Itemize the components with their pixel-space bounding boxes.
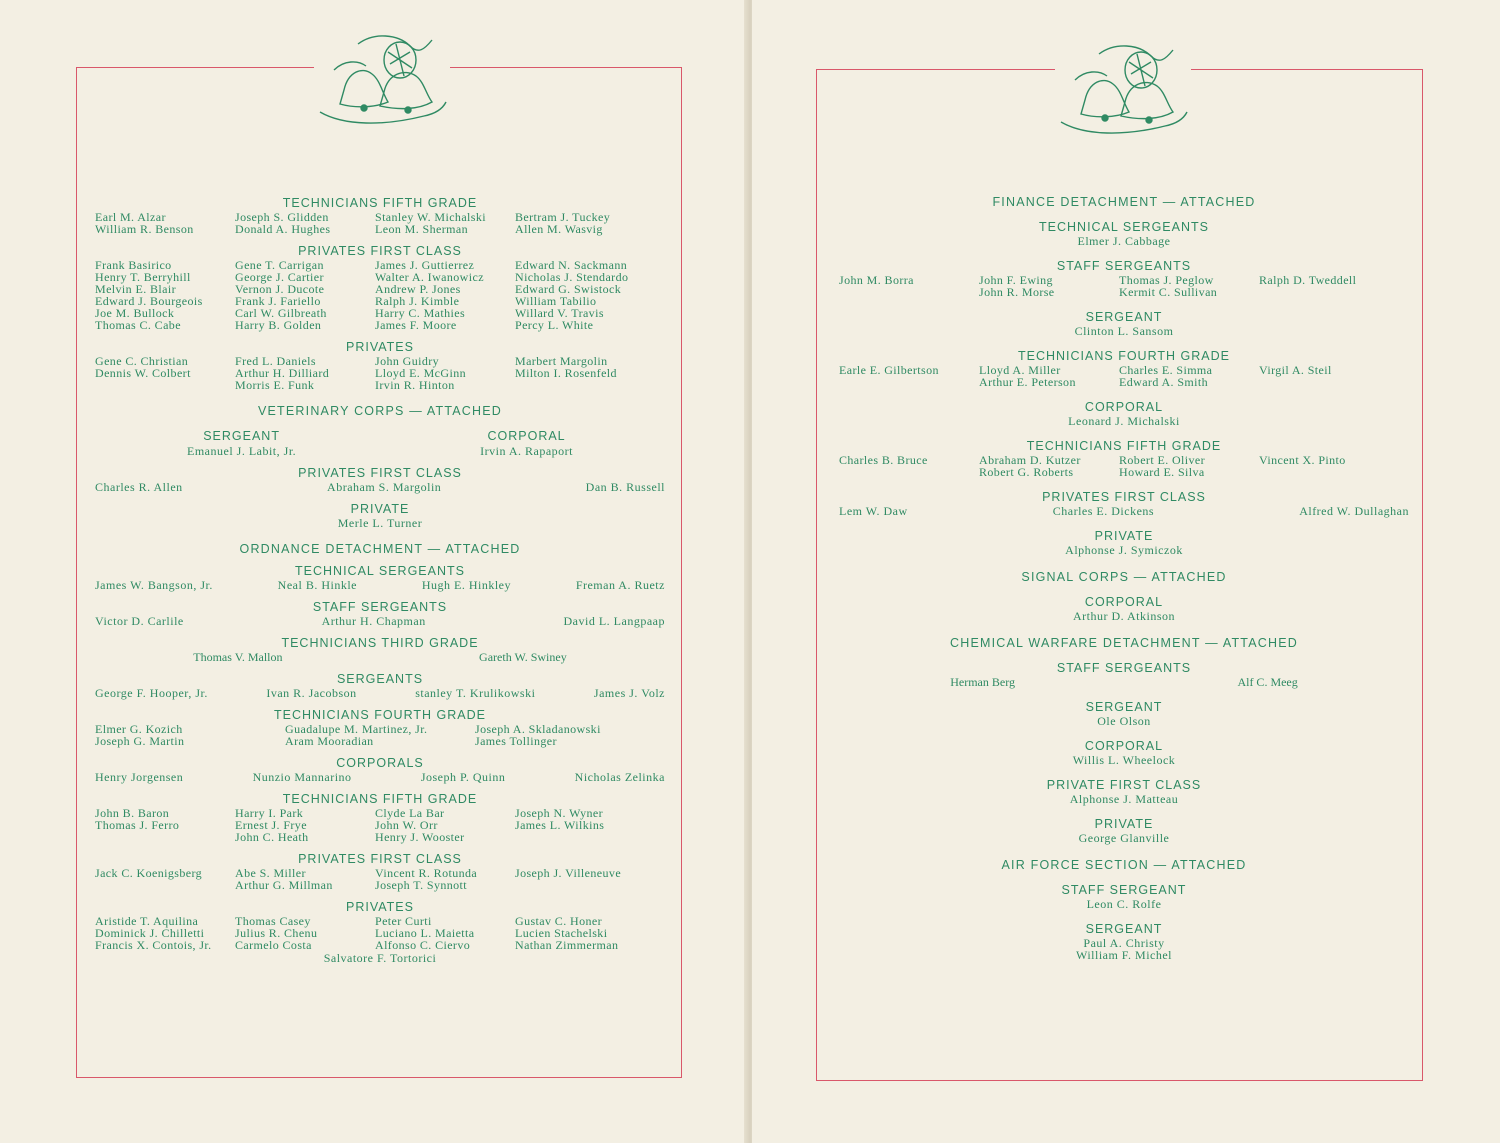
person-name: Nunzio Mannarino: [252, 770, 352, 784]
name-columns: [95, 915, 665, 951]
person-name: Robert G. Roberts: [979, 465, 1074, 479]
name-column: [1259, 454, 1399, 478]
person-name: Gareth W. Swiney: [479, 650, 567, 664]
person-name: Marbert Margolin: [515, 354, 608, 368]
person-name: James L. Wilkins: [515, 818, 605, 832]
rank-heading: TECHNICIANS FOURTH GRADE: [1018, 349, 1230, 363]
person-name: Vincent R. Rotunda: [375, 866, 478, 880]
person-name: Edward N. Sackmann: [515, 258, 628, 272]
person-name: Nicholas J. Stendardo: [515, 270, 629, 284]
person-name: Elmer J. Cabbage: [1077, 234, 1171, 248]
person-name: Aristide T. Aquilina: [95, 914, 199, 928]
detachment-title: SIGNAL CORPS — ATTACHED: [1021, 570, 1227, 584]
rank-heading: CORPORAL: [1084, 739, 1164, 753]
person-name: Thomas J. Peglow: [1119, 273, 1214, 287]
person-name: Joseph G. Martin: [95, 734, 185, 748]
person-name: Peter Curti: [375, 914, 432, 928]
rank-heading: STAFF SERGEANTS: [1056, 661, 1192, 675]
person-name: Joseph S. Glidden: [235, 210, 329, 224]
person-name: Stanley W. Michalski: [375, 210, 486, 224]
person-name: John C. Heath: [235, 830, 309, 844]
person-name: Kermit C. Sullivan: [1119, 285, 1218, 299]
person-name: Merle L. Turner: [337, 516, 423, 530]
person-name: John Guidry: [375, 354, 440, 368]
person-name: Ernest J. Frye: [235, 818, 307, 832]
person-name: Elmer G. Kozich: [95, 722, 183, 736]
person-name: Vincent X. Pinto: [1259, 453, 1346, 467]
name-block: [95, 952, 665, 964]
name-columns: [95, 807, 665, 843]
person-name: stanley T. Krulikowski: [415, 686, 536, 700]
name-row: [95, 579, 665, 591]
person-name: Gustav C. Honer: [515, 914, 602, 928]
person-name: Charles B. Bruce: [839, 453, 928, 467]
rank-heading: TECHNICIANS FIFTH GRADE: [1026, 439, 1222, 453]
person-name: John M. Borra: [839, 273, 914, 287]
person-name: Aram Mooradian: [285, 734, 374, 748]
person-name: James J. Guttierrez: [375, 258, 475, 272]
rank-heading: PRIVATES FIRST CLASS: [298, 852, 462, 866]
person-name: Alfred W. Dullaghan: [1299, 504, 1409, 518]
person-name: Abraham S. Margolin: [327, 480, 442, 494]
rank-heading: SERGEANT: [1085, 922, 1163, 936]
name-column: [839, 454, 979, 478]
detachment-title: AIR FORCE SECTION — ATTACHED: [1001, 858, 1247, 872]
person-name: Allen M. Wasvig: [515, 222, 603, 236]
rank-heading: STAFF SERGEANTS: [1056, 259, 1192, 273]
name-column: [235, 807, 375, 843]
person-name: Dominick J. Chilletti: [95, 926, 205, 940]
rank-heading: PRIVATES FIRST CLASS: [1042, 490, 1206, 504]
detachment-title: FINANCE DETACHMENT — ATTACHED: [992, 195, 1256, 209]
name-column: [979, 454, 1119, 478]
name-column: [95, 211, 235, 235]
name-columns: [839, 274, 1409, 298]
person-name: Alf C. Meeg: [1237, 675, 1298, 689]
person-name: David L. Langpaap: [563, 614, 665, 628]
person-name: Joe M. Bullock: [95, 306, 175, 320]
name-block: [839, 715, 1409, 727]
name-columns: [95, 867, 665, 891]
person-name: Henry Jorgensen: [95, 770, 184, 784]
name-column: [475, 723, 675, 747]
person-name: Dan B. Russell: [585, 480, 665, 494]
name-columns: [95, 723, 665, 747]
person-name: James Tollinger: [475, 734, 557, 748]
name-column: [235, 211, 375, 235]
person-name: Lem W. Daw: [839, 504, 908, 518]
name-column: [1119, 364, 1259, 388]
name-block: [95, 517, 665, 529]
person-name: Andrew P. Jones: [375, 282, 461, 296]
rank-heading: CORPORAL: [1084, 400, 1164, 414]
person-name: James F. Moore: [375, 318, 457, 332]
person-name: Alphonse J. Symiczok: [1065, 543, 1183, 557]
person-name: Ivan R. Jacobson: [266, 686, 357, 700]
name-column: [375, 867, 515, 891]
person-name: Arthur H. Dilliard: [235, 366, 330, 380]
person-name: Abe S. Miller: [235, 866, 306, 880]
person-name: Henry T. Berryhill: [95, 270, 191, 284]
person-name: Luciano L. Maietta: [375, 926, 475, 940]
person-name: Nathan Zimmerman: [515, 938, 619, 952]
name-row: [95, 615, 665, 627]
person-name: Gene T. Carrigan: [235, 258, 324, 272]
name-row: [95, 651, 665, 663]
person-name: William F. Michel: [1075, 948, 1173, 962]
name-column: [515, 211, 655, 235]
person-name: Lloyd A. Miller: [979, 363, 1061, 377]
name-columns: [95, 259, 665, 331]
person-name: Percy L. White: [515, 318, 594, 332]
rank-heading: STAFF SERGEANT: [1061, 883, 1187, 897]
person-name: Edward G. Swistock: [515, 282, 622, 296]
person-name: Thomas J. Ferro: [95, 818, 180, 832]
person-name: Ralph J. Kimble: [375, 294, 460, 308]
person-name: Arthur G. Millman: [235, 878, 333, 892]
rank-heading: PRIVATE FIRST CLASS: [1046, 778, 1202, 792]
person-name: Walter A. Iwanowicz: [375, 270, 484, 284]
person-name: Frank Basirico: [95, 258, 172, 272]
person-name: Howard E. Silva: [1119, 465, 1205, 479]
person-name: Victor D. Carlile: [95, 614, 184, 628]
person-name: Harry C. Mathies: [375, 306, 466, 320]
rank-heading: TECHNICIANS FIFTH GRADE: [282, 792, 478, 806]
person-name: Thomas V. Mallon: [193, 650, 283, 664]
person-name: William Tabilio: [515, 294, 597, 308]
detachment-title: ORDNANCE DETACHMENT — ATTACHED: [239, 542, 521, 556]
name-block: [839, 544, 1409, 556]
rank-heading: CORPORALS: [336, 756, 424, 770]
rank-group: [480, 429, 573, 457]
rank-heading: TECHNICAL SERGEANTS: [295, 564, 465, 578]
name-column: [375, 259, 515, 331]
person-name: Arthur H. Chapman: [321, 614, 426, 628]
person-name: John W. Orr: [375, 818, 438, 832]
name-column: [515, 867, 655, 891]
person-name: Guadalupe M. Martinez, Jr.: [285, 722, 428, 736]
name-column: [375, 355, 515, 391]
name-column: [515, 915, 655, 951]
name-block: [839, 937, 1409, 961]
name-block: [839, 610, 1409, 622]
name-column: [515, 355, 655, 391]
name-column: [235, 915, 375, 951]
rank-heading: CORPORAL: [487, 429, 566, 443]
rank-heading: PRIVATE: [1094, 529, 1154, 543]
person-name: Virgil A. Steil: [1259, 363, 1332, 377]
name-column: [375, 915, 515, 951]
rank-heading: SERGEANT: [203, 429, 280, 443]
person-name: Donald A. Hughes: [235, 222, 331, 236]
bells-and-pinecone-icon: [314, 30, 450, 126]
rank-heading: PRIVATES: [346, 340, 414, 354]
name-column: [95, 915, 235, 951]
name-columns: [839, 454, 1409, 478]
person-name: Henry J. Wooster: [375, 830, 465, 844]
rank-heading: PRIVATES FIRST CLASS: [298, 466, 462, 480]
person-name: James J. Volz: [593, 686, 665, 700]
person-name: Irvin A. Rapaport: [480, 444, 573, 458]
person-name: Leonard J. Michalski: [1068, 414, 1180, 428]
name-block: [839, 898, 1409, 910]
person-name: Thomas C. Cabe: [95, 318, 181, 332]
person-name: Charles R. Allen: [95, 480, 183, 494]
person-name: Bertram J. Tuckey: [515, 210, 611, 224]
name-column: [1119, 274, 1259, 298]
person-name: Joseph P. Quinn: [420, 770, 506, 784]
left-page: [0, 0, 748, 1143]
rank-heading: SERGEANT: [1085, 310, 1163, 324]
person-name: Neal B. Hinkle: [277, 578, 357, 592]
rank-heading: PRIVATE: [350, 502, 410, 516]
person-name: Leon M. Sherman: [375, 222, 468, 236]
name-block: [839, 832, 1409, 844]
name-column: [95, 723, 285, 747]
person-name: Earl M. Alzar: [95, 210, 166, 224]
right-page: [752, 0, 1500, 1143]
person-name: Earle E. Gilbertson: [839, 363, 939, 377]
rank-pair: [95, 429, 665, 457]
person-name: Irvin R. Hinton: [375, 378, 455, 392]
person-name: Herman Berg: [950, 675, 1015, 689]
name-column: [95, 259, 235, 331]
person-name: Ole Olson: [1097, 714, 1151, 728]
rank-heading: SERGEANT: [1085, 700, 1163, 714]
name-block: [839, 793, 1409, 805]
person-name: George J. Cartier: [235, 270, 324, 284]
person-name: Willard V. Travis: [515, 306, 604, 320]
person-name: Joseph A. Skladanowski: [475, 722, 601, 736]
person-name: John B. Baron: [95, 806, 170, 820]
person-name: Clyde La Bar: [375, 806, 445, 820]
rank-heading: TECHNICIANS FIFTH GRADE: [282, 196, 478, 210]
person-name: Lucien Stachelski: [515, 926, 608, 940]
person-name: Vernon J. Ducote: [235, 282, 325, 296]
person-name: Harry I. Park: [235, 806, 304, 820]
name-column: [979, 364, 1119, 388]
person-name: Carl W. Gilbreath: [235, 306, 327, 320]
person-name: Frank J. Fariello: [235, 294, 321, 308]
name-column: [979, 274, 1119, 298]
person-name: Paul A. Christy: [1083, 936, 1165, 950]
person-name: William R. Benson: [95, 222, 194, 236]
name-row: [95, 687, 665, 699]
person-name: Arthur E. Peterson: [979, 375, 1076, 389]
rank-heading: PRIVATES: [346, 900, 414, 914]
person-name: Freman A. Ruetz: [575, 578, 665, 592]
right-roster: [839, 196, 1409, 961]
name-block: [839, 754, 1409, 766]
name-column: [95, 807, 235, 843]
person-name: Alfonso C. Ciervo: [375, 938, 471, 952]
person-name: Emanuel J. Labit, Jr.: [187, 444, 297, 458]
rank-group: [187, 429, 296, 457]
name-block: [839, 325, 1409, 337]
rank-heading: CORPORAL: [1084, 595, 1164, 609]
name-row: [95, 481, 665, 493]
person-name: Gene C. Christian: [95, 354, 189, 368]
rank-heading: PRIVATES FIRST CLASS: [298, 244, 462, 258]
detachment-title: CHEMICAL WARFARE DETACHMENT — ATTACHED: [950, 636, 1298, 650]
name-column: [1259, 364, 1399, 388]
person-name: Joseph N. Wyner: [515, 806, 604, 820]
name-columns: [95, 355, 665, 391]
name-column: [515, 807, 655, 843]
person-name: John F. Ewing: [979, 273, 1053, 287]
name-columns: [839, 364, 1409, 388]
person-name: Abraham D. Kutzer: [979, 453, 1081, 467]
name-column: [839, 274, 979, 298]
name-column: [95, 355, 235, 391]
person-name: Carmelo Costa: [235, 938, 312, 952]
name-row: [95, 771, 665, 783]
person-name: Nicholas Zelinka: [574, 770, 665, 784]
person-name: James W. Bangson, Jr.: [95, 578, 213, 592]
name-column: [285, 723, 475, 747]
name-block: [839, 415, 1409, 427]
person-name: Edward J. Bourgeois: [95, 294, 203, 308]
person-name: Leon C. Rolfe: [1086, 897, 1162, 911]
rank-heading: TECHNICIANS THIRD GRADE: [281, 636, 479, 650]
person-name: Julius R. Chenu: [235, 926, 318, 940]
person-name: Harry B. Golden: [235, 318, 322, 332]
person-name: Charles E. Simma: [1119, 363, 1213, 377]
name-row: [839, 676, 1409, 688]
person-name: Edward A. Smith: [1119, 375, 1208, 389]
rank-heading: SERGEANTS: [336, 672, 424, 686]
name-columns: [95, 211, 665, 235]
name-column: [1259, 274, 1399, 298]
person-name: Melvin E. Blair: [95, 282, 176, 296]
name-column: [839, 364, 979, 388]
rank-heading: STAFF SERGEANTS: [312, 600, 448, 614]
name-column: [375, 211, 515, 235]
rank-heading: PRIVATE: [1094, 817, 1154, 831]
name-column: [235, 259, 375, 331]
name-column: [235, 355, 375, 391]
person-name: Lloyd E. McGinn: [375, 366, 466, 380]
rank-heading: TECHNICAL SERGEANTS: [1039, 220, 1209, 234]
person-name: George F. Hooper, Jr.: [95, 686, 208, 700]
person-name: Salvatore F. Tortorici: [323, 951, 437, 965]
rank-heading: TECHNICIANS FOURTH GRADE: [274, 708, 486, 722]
bells-and-pinecone-icon: [1055, 40, 1191, 136]
person-name: Francis X. Contois, Jr.: [95, 938, 212, 952]
person-name: Clinton L. Sansom: [1074, 324, 1174, 338]
person-name: Alphonse J. Matteau: [1069, 792, 1179, 806]
person-name: Joseph T. Synnott: [375, 878, 468, 892]
person-name: Robert E. Oliver: [1119, 453, 1206, 467]
person-name: Jack C. Koenigsberg: [95, 866, 203, 880]
person-name: Willis L. Wheelock: [1072, 753, 1176, 767]
name-column: [375, 807, 515, 843]
detachment-title: VETERINARY CORPS — ATTACHED: [257, 404, 502, 418]
person-name: Morris E. Funk: [235, 378, 315, 392]
name-column: [95, 867, 235, 891]
name-column: [1119, 454, 1259, 478]
person-name: Charles E. Dickens: [1052, 504, 1155, 518]
person-name: Milton I. Rosenfeld: [515, 366, 617, 380]
person-name: John R. Morse: [979, 285, 1055, 299]
person-name: Hugh E. Hinkley: [421, 578, 511, 592]
name-column: [235, 867, 375, 891]
name-row: [839, 505, 1409, 517]
left-roster: [95, 196, 665, 964]
person-name: George Glanville: [1078, 831, 1170, 845]
person-name: Dennis W. Colbert: [95, 366, 191, 380]
person-name: Thomas Casey: [235, 914, 311, 928]
name-column: [515, 259, 655, 331]
person-name: Arthur D. Atkinson: [1073, 609, 1175, 623]
person-name: Fred L. Daniels: [235, 354, 316, 368]
person-name: Joseph J. Villeneuve: [515, 866, 622, 880]
person-name: Ralph D. Tweddell: [1259, 273, 1357, 287]
name-block: [839, 235, 1409, 247]
